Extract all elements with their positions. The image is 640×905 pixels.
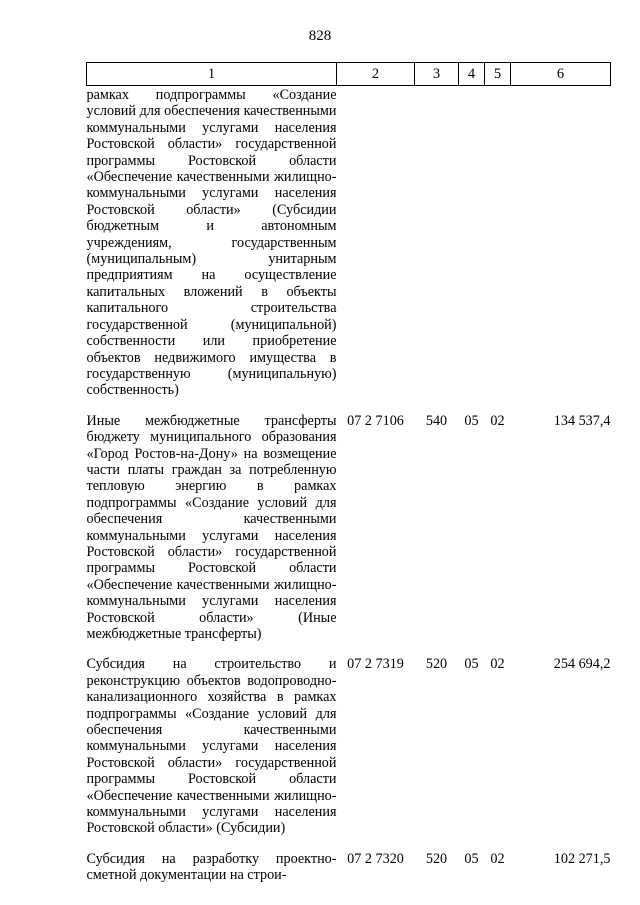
column-header-5: 5 bbox=[485, 63, 511, 86]
table-row bbox=[87, 86, 611, 413]
row-section: 05 bbox=[464, 656, 479, 673]
row-amount: 134 537,4 bbox=[553, 412, 611, 429]
row-target-code bbox=[337, 86, 415, 413]
row-target-code: 07 2 7106 bbox=[347, 412, 404, 429]
column-header-4: 4 bbox=[459, 63, 485, 86]
column-header-6: 6 bbox=[511, 63, 611, 86]
row-subsection: 02 bbox=[490, 656, 505, 673]
page-number: 828 bbox=[308, 28, 332, 44]
header-row bbox=[87, 63, 611, 86]
row-subsection: 02 bbox=[490, 412, 505, 429]
row-description: Субсидия на разработку проектно-сметной документации на строи- bbox=[86, 850, 337, 884]
row-subsection bbox=[485, 86, 511, 413]
row-target-code: 07 2 7320 bbox=[347, 850, 404, 867]
column-header-1: 1 bbox=[87, 63, 337, 86]
row-amount bbox=[511, 86, 611, 413]
row-description: Иные межбюджетные трансферты бюджету муниципального образования «Город Ростов-на-Дону» на возмещение части платы граждан за потребленную тепловую энергию в рамках подпрограммы «Создание условий для обеспечения качественными коммунальными услугами населения Ростовской области» государственной программы Ростовской области «Обеспечение качественными жилищно-коммунальными услугами населения Ростовской области» (Иные межбюджетные трансферты) bbox=[86, 412, 337, 642]
row-section: 05 bbox=[464, 412, 479, 429]
table-row bbox=[87, 413, 611, 657]
row-description: Субсидия на строительство и реконструкцию объектов водопроводно-канализационного хозяйства в рамках подпрограммы «Создание условий для обеспечения качественными коммунальными услугами населения Ростовской области» государственной программы Ростовской области «Обеспечение качественными жилищно-коммунальными услугами населения Ростовской области» (Субсидии) bbox=[86, 656, 337, 837]
row-subsection: 02 bbox=[490, 850, 505, 867]
column-header-2: 2 bbox=[337, 63, 415, 86]
row-section: 05 bbox=[464, 850, 479, 867]
row-amount: 102 271,5 bbox=[553, 850, 611, 867]
row-amount: 254 694,2 bbox=[553, 656, 611, 673]
table-row bbox=[87, 851, 611, 898]
row-expense-type: 540 bbox=[425, 412, 448, 429]
row-section bbox=[459, 86, 485, 413]
row-expense-type bbox=[415, 86, 459, 413]
row-expense-type: 520 bbox=[425, 656, 448, 673]
table-row bbox=[87, 656, 611, 850]
row-description: рамках подпрограммы «Создание условий для обеспечения качественными коммунальными услугами населения Ростовской области» государственной программы Ростовской области «Обеспечение качественными жилищно-коммунальными услугами населения Ростовской области» (Субсидии бюджетным и автономным учреждениям, государственным (муниципальным) унитарным предприятиям на осуществление капитальных вложений в объекты капитального строительства государственной (муниципальной) собственности или приобретение объектов недвижимого имущества в государственную (муниципальную) собственность) bbox=[86, 87, 337, 399]
row-target-code: 07 2 7319 bbox=[347, 656, 404, 673]
budget-table bbox=[86, 62, 611, 898]
column-header-3: 3 bbox=[415, 63, 459, 86]
row-expense-type: 520 bbox=[425, 850, 448, 867]
